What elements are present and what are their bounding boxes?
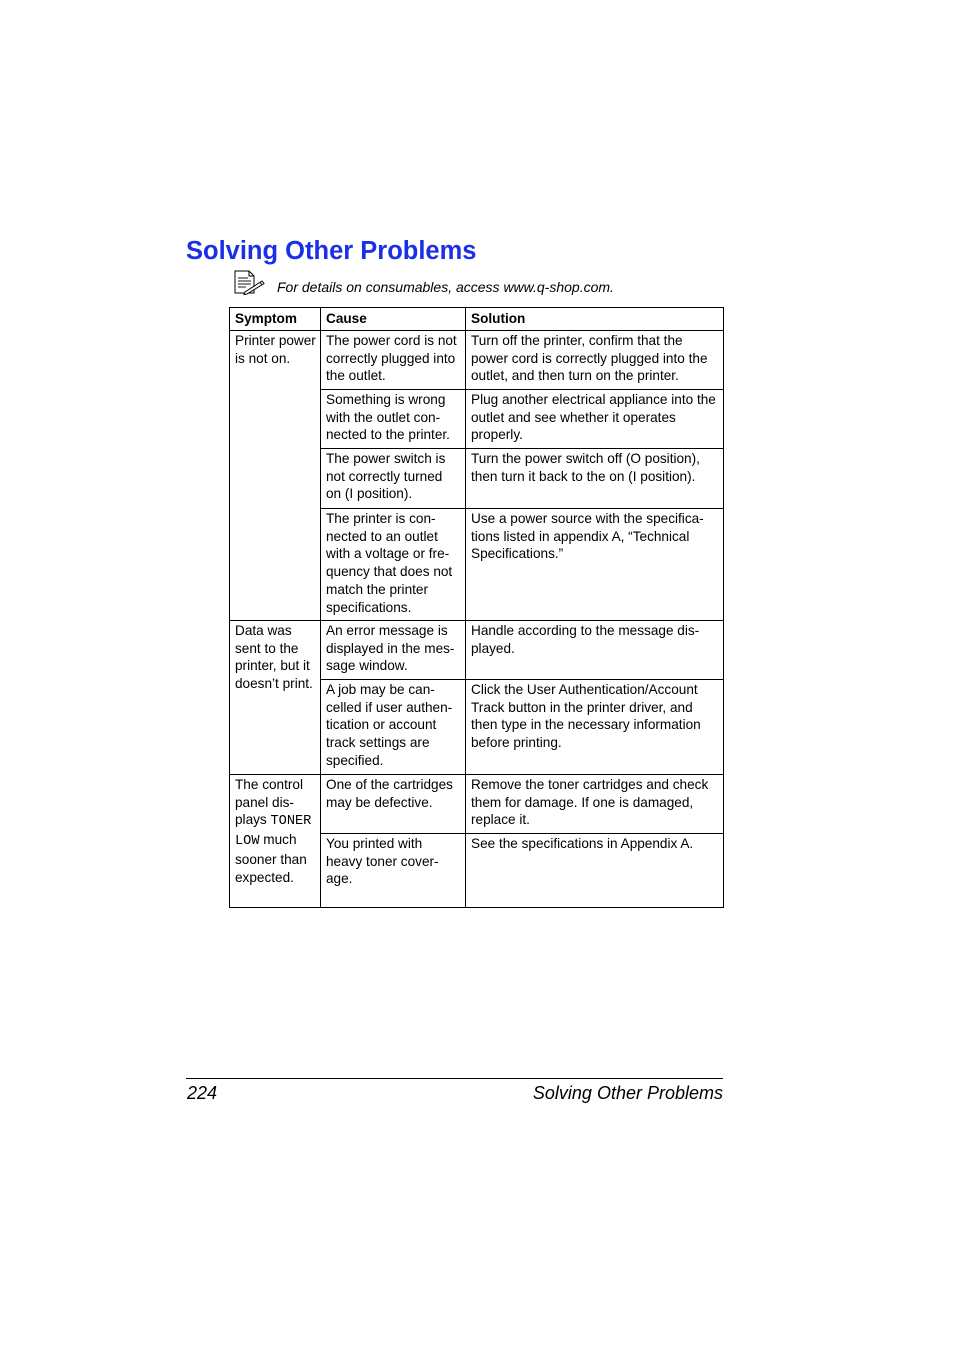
page-number: 224	[187, 1083, 218, 1103]
solution-cell: Handle according to the message dis-played.	[466, 620, 724, 679]
cause-cell: A job may be can-celled if user authen-tication or account track settings are specified.	[321, 679, 466, 774]
header-solution: Solution	[466, 308, 724, 331]
note-text: For details on consumables, access www.q-shop.com.	[277, 279, 614, 295]
footer-section-title: Solving Other Problems	[532, 1083, 723, 1103]
solution-cell: Turn off the printer, confirm that the power cord is correctly plugged into the outlet, and then turn on the printer.	[466, 330, 724, 389]
cause-cell: The power switch is not correctly turned on (I position).	[321, 448, 466, 508]
cause-cell: The power cord is not correctly plugged into the outlet.	[321, 330, 466, 389]
table-row	[230, 774, 724, 833]
troubleshooting-table	[229, 307, 724, 908]
cause-cell: You printed with heavy toner cover-age.	[321, 833, 466, 907]
symptom-text-after: much sooner than expected.	[235, 832, 307, 885]
symptom-cell: Printer power is not on.	[230, 330, 321, 620]
header-cause: Cause	[321, 308, 466, 331]
cause-cell: An error message is displayed in the mes-sage window.	[321, 620, 466, 679]
symptom-text-before: The control panel dis-plays	[235, 776, 304, 828]
note	[232, 270, 732, 296]
solution-cell: Remove the toner cartridges and check them for damage. If one is damaged, replace it.	[466, 774, 724, 833]
symptom-cell: Data was sent to the printer, but it doesn’t print.	[230, 620, 321, 774]
table-row	[230, 330, 724, 389]
solution-cell: Use a power source with the specifica-tions listed in appendix A, “Technical Specifications.”	[466, 508, 724, 620]
cause-cell: Something is wrong with the outlet con-nected to the printer.	[321, 389, 466, 448]
cause-cell: The printer is con-nected to an outlet with a voltage or fre-quency that does not match the printer specifications.	[321, 508, 466, 620]
solution-cell: Turn the power switch off (O position), then turn it back to the on (I position).	[466, 448, 724, 508]
page-title: Solving Other Problems	[186, 237, 477, 265]
note-pencil-icon	[232, 270, 266, 296]
footer-divider	[186, 1078, 723, 1079]
symptom-cell	[230, 774, 321, 907]
toner-low-message: TONER LOW	[235, 814, 312, 850]
solution-cell: Click the User Authentication/Account Track button in the printer driver, and then type in the necessary information before printing.	[466, 679, 724, 774]
header-symptom: Symptom	[230, 308, 321, 331]
table-header-row	[230, 308, 724, 331]
solution-cell: Plug another electrical appliance into the outlet and see whether it operates properly.	[466, 389, 724, 448]
table-row	[230, 620, 724, 679]
cause-cell: One of the cartridges may be defective.	[321, 774, 466, 833]
solution-cell: See the specifications in Appendix A.	[466, 833, 724, 907]
